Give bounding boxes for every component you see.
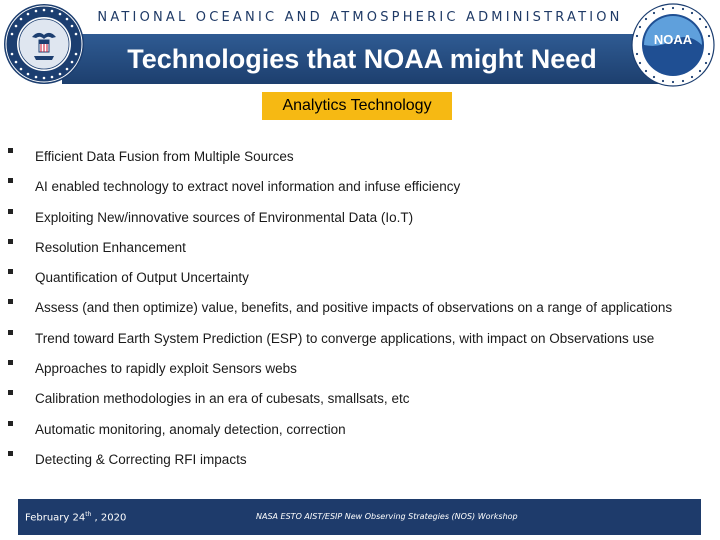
- commerce-seal-icon: [2, 2, 86, 86]
- list-item: [0, 262, 720, 292]
- footer-date: [25, 511, 126, 523]
- footer-date-suffix: , 2020: [91, 512, 127, 524]
- bullet-square-icon: [8, 360, 13, 365]
- bullet-square-icon: [8, 330, 13, 335]
- list-item-text: Detecting & Correcting RFI impacts: [35, 451, 247, 467]
- bullet-square-icon: [8, 269, 13, 274]
- list-item-text: Automatic monitoring, anomaly detection, correction: [35, 421, 346, 437]
- bullet-square-icon: [8, 451, 13, 456]
- list-item: [0, 383, 720, 413]
- list-item: [0, 141, 720, 171]
- bullet-square-icon: [8, 390, 13, 395]
- list-item-text: Calibration methodologies in an era of cubesats, smallsats, etc: [35, 391, 410, 407]
- list-item-text: Trend toward Earth System Prediction (ESP) to converge applications, with impact on Observations use: [35, 330, 655, 346]
- section-subtitle: [262, 92, 452, 120]
- bullet-square-icon: [8, 299, 13, 304]
- bullet-square-icon: [8, 209, 13, 214]
- list-item-text: Efficient Data Fusion from Multiple Sources: [35, 149, 294, 164]
- bullet-square-icon: [8, 421, 13, 426]
- svg-text:NOAA: NOAA: [653, 32, 693, 47]
- bullet-list: [0, 141, 720, 474]
- list-item: [0, 414, 720, 444]
- subtitle-text: Analytics Technology: [282, 97, 432, 114]
- list-item: [0, 353, 720, 383]
- footer-event: NASA ESTO AIST/ESIP New Observing Strategies (NOS) Workshop: [256, 512, 518, 521]
- footer-date-sup: th: [85, 511, 92, 518]
- list-item: [0, 323, 720, 353]
- list-item-text: Approaches to rapidly exploit Sensors webs: [35, 361, 297, 377]
- list-item-text: AI enabled technology to extract novel information and infuse efficiency: [35, 179, 461, 195]
- list-item-text: Resolution Enhancement: [35, 239, 186, 255]
- list-item-text: Exploiting New/innovative sources of Environmental Data (Io.T): [35, 209, 414, 225]
- bullet-square-icon: [8, 178, 13, 183]
- bullet-square-icon: [8, 148, 13, 153]
- list-item-text: Quantification of Output Uncertainty: [35, 270, 249, 286]
- list-item: [0, 292, 720, 322]
- list-item: [0, 444, 720, 474]
- list-item: [0, 232, 720, 262]
- list-item: [0, 202, 720, 232]
- footer-date-prefix: February 24: [25, 512, 86, 524]
- bullet-square-icon: [8, 239, 13, 244]
- list-item: [0, 171, 720, 201]
- noaa-logo-icon: [630, 2, 716, 88]
- list-item-text: Assess (and then optimize) value, benefits, and positive impacts of observations on a range of applications: [35, 300, 673, 316]
- page-title: Technologies that NOAA might Need: [127, 44, 597, 74]
- agency-name: NATIONAL OCEANIC AND ATMOSPHERIC ADMINISTRATION: [97, 10, 623, 25]
